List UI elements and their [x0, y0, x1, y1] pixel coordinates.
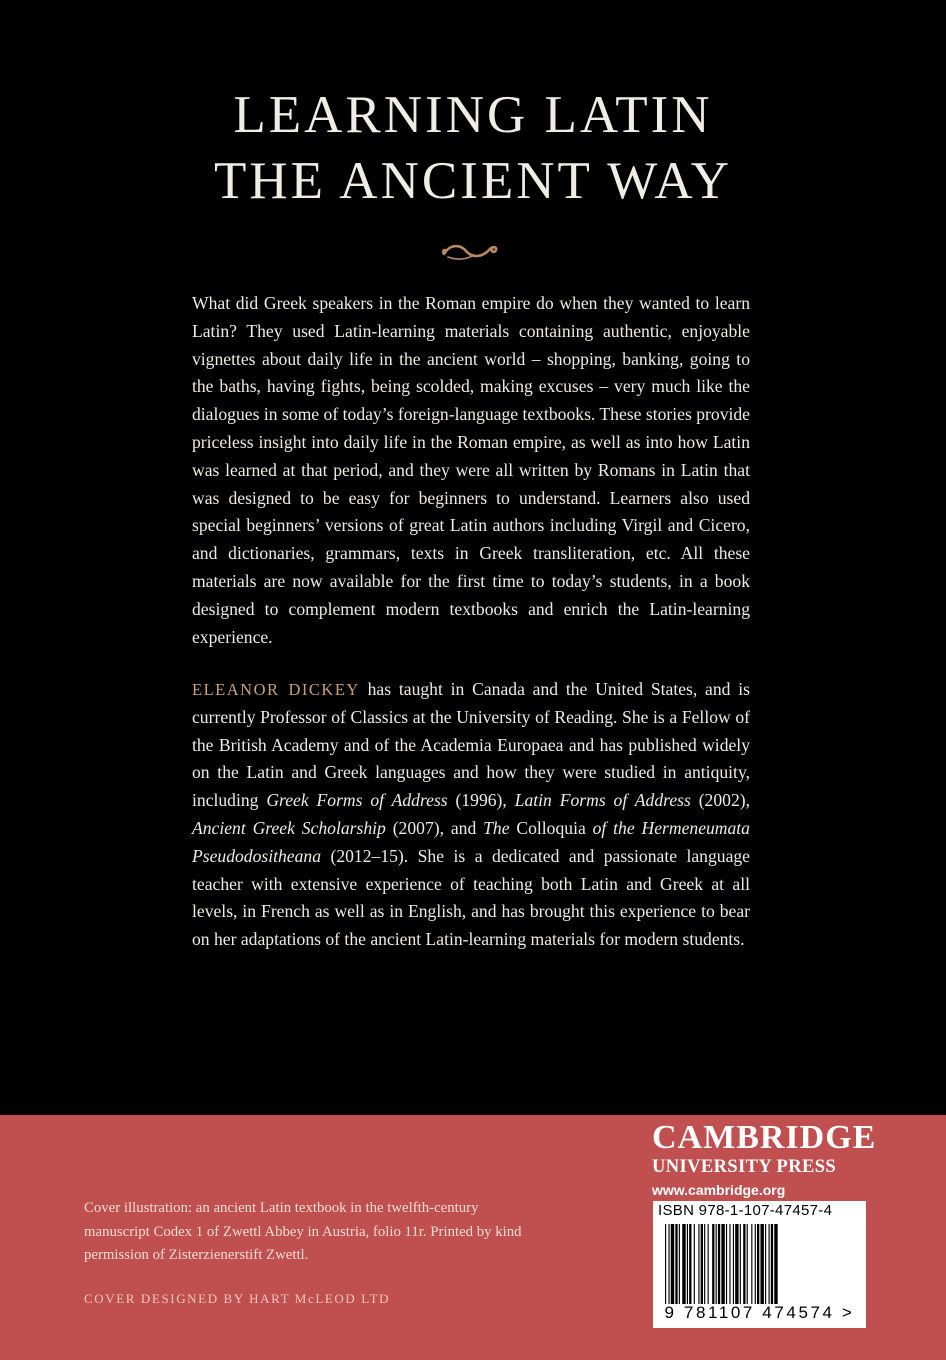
- barcode-bar: [747, 1224, 748, 1304]
- barcode-bar: [716, 1224, 717, 1304]
- publisher-url: www.cambridge.org: [652, 1182, 786, 1198]
- barcode-bar: [740, 1224, 741, 1304]
- barcode-bar: [771, 1224, 773, 1304]
- barcode-bar: [708, 1224, 709, 1304]
- work-title: of the Hermeneumata Pseudodositheana: [192, 817, 750, 866]
- work-title: The: [483, 817, 510, 838]
- work-title: Ancient Greek Scholarship: [192, 817, 386, 838]
- barcode-digits: 9 781107 474574 >: [664, 1303, 855, 1322]
- title-line-1: LEARNING LATIN: [233, 86, 713, 144]
- barcode-bar: [687, 1224, 688, 1304]
- barcode-bar: [721, 1224, 724, 1304]
- description-text: What did Greek speakers in the Roman empire do when they wanted to learn Latin? They used Latin-learning materials containing authentic, enjoyable vignettes about daily life in the ancient world – shopping, banking, going to the baths, having fights, being scolded, making excuses – very much like the dialogues in some of today’s foreign-language textbooks. These stories provide priceless insight into daily life in the Roman empire, as well as into how Latin was learned at that period, and they were all written by Romans in Latin that was designed to be easy for beginners to understand. Learners also used special beginners’ versions of great Latin authors including Virgil and Cicero, and dictionaries, grammars, texts in Greek transliteration, etc. All these materials are now available for the first time to today’s students, in a book designed to complement modern textbooks and enrich the Latin-learning experience.: [192, 293, 750, 647]
- title-line-2: THE ANCIENT WAY: [213, 152, 733, 210]
- bio-text: (2012–15). She is a dedicated and passionate language teacher with extensive experience of teaching both Latin and Greek at all levels, in French as well as in English, and has brought this experience to bear on her adaptations of the ancient Latin-learning materials for modern students.: [192, 845, 750, 950]
- bio-paragraph: [192, 676, 750, 954]
- bio-text: (1996),: [447, 790, 515, 811]
- barcode-bar: [689, 1224, 691, 1304]
- barcode-bar: [701, 1224, 703, 1304]
- barcode-bar: [679, 1224, 680, 1304]
- book-title: [0, 82, 946, 214]
- barcode-icon: [665, 1224, 854, 1304]
- barcode-bar: [675, 1224, 677, 1304]
- work-title: Latin Forms of Address: [514, 790, 691, 811]
- barcode-bar: [757, 1224, 759, 1304]
- barcode-bar: [774, 1224, 777, 1304]
- barcode-bar: [733, 1224, 734, 1304]
- cover-illustration-credit: Cover illustration: an ancient Latin textbook in the twelfth-century manuscript Codex 1 of Zwettl Abbey in Austria, folio 11r. Printed by kind permission of Zisterzienerstift Zwettl.: [84, 1200, 522, 1263]
- barcode-bar: [735, 1224, 738, 1304]
- barcode-bar: [729, 1224, 730, 1304]
- author-bio: [192, 676, 750, 954]
- barcode-bar: [704, 1224, 705, 1304]
- bio-text: has taught in Canada and the United States, and is currently Professor of Classics at the University of Reading. She is a Fellow of the British Academy and of the Academia Europaea and has published widely on the Latin and Greek languages and how they were studied in antiquity, including: [192, 679, 750, 811]
- isbn-barcode: [653, 1201, 866, 1328]
- barcode-bar: [698, 1224, 699, 1304]
- cover-designer-credit: COVER DESIGNED BY HART McLEOD LTD: [84, 1291, 391, 1306]
- barcode-bar: [751, 1224, 752, 1304]
- flourish-icon: [440, 238, 500, 264]
- isbn-label: ISBN 978-1-107-47457-4: [658, 1202, 833, 1219]
- barcode-bar: [765, 1224, 766, 1304]
- barcode-bar: [668, 1224, 669, 1304]
- barcode-bar: [726, 1224, 727, 1304]
- barcode-bar: [682, 1224, 685, 1304]
- barcode-bar: [743, 1224, 745, 1304]
- barcode-bar: [671, 1224, 674, 1304]
- publisher-name: CAMBRIDGE: [652, 1119, 877, 1156]
- bio-text: (2007), and: [385, 817, 484, 838]
- barcode-bar: [760, 1224, 763, 1304]
- barcode-bar: [694, 1224, 695, 1304]
- work-title-roman: Colloquia: [509, 817, 593, 838]
- barcode-bar: [712, 1224, 714, 1304]
- bio-text: (2002),: [690, 790, 751, 811]
- publisher-logo: [652, 1119, 877, 1202]
- publisher-press: UNIVERSITY PRESS: [652, 1157, 837, 1177]
- barcode-bar: [718, 1224, 720, 1304]
- book-description: [192, 290, 750, 651]
- barcode-bar: [769, 1224, 770, 1304]
- barcode-bar: [755, 1224, 756, 1304]
- barcode-bar: [665, 1224, 666, 1304]
- work-title: Greek Forms of Address: [266, 790, 448, 811]
- author-name: ELEANOR DICKEY: [192, 680, 360, 699]
